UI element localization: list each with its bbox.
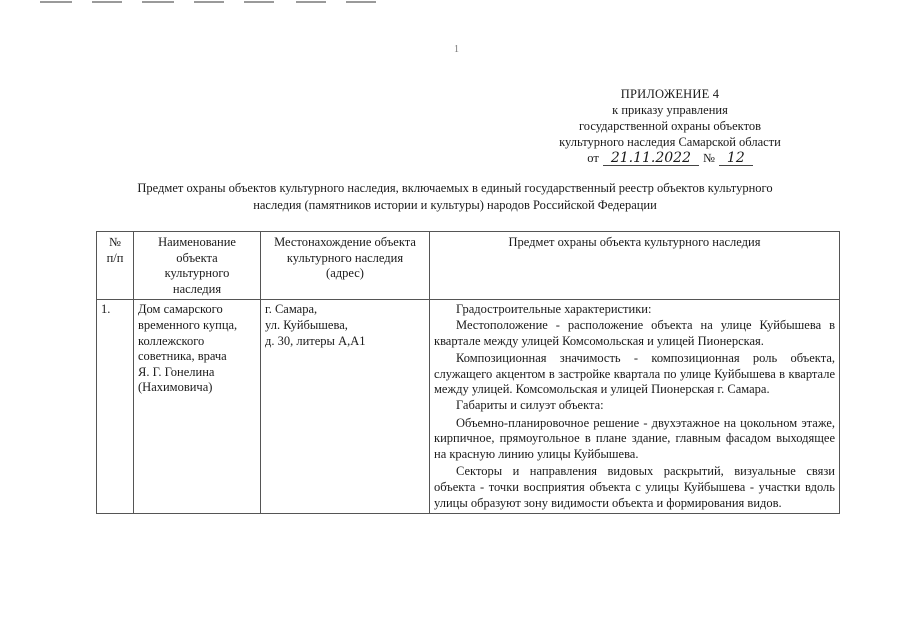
appendix-line: культурного наследия Самарской области [559,135,781,149]
heading-line: Предмет охраны объектов культурного наследия, включаемых в единый государственный реестр объектов культурного [137,181,773,195]
header-text: наследия [172,281,222,296]
location-line: г. Самара, [265,302,318,317]
scan-artifact [142,1,174,3]
header-text: Наименование [158,235,236,249]
appendix-title: ПРИЛОЖЕНИЕ 4 [620,87,720,101]
object-name-line: советника, врача [138,349,227,364]
protection-subject-cell [430,300,840,514]
scan-artifact [92,1,122,3]
header-text: № [109,235,121,249]
paragraph: Местоположение - расположение объекта на улице Куйбышева в квартале между улицей Комсомольская и улицей Пионерская. [434,317,835,348]
location-line: д. 30, литеры А,А1 [265,333,366,348]
heritage-table [96,231,840,514]
location-line: ул. Куйбышева, [265,317,348,332]
scan-artifact [244,1,274,3]
object-name-line: коллежского [138,333,205,348]
scan-artifact [194,1,224,3]
subsection-heading: Градостроительные характеристики: [456,302,652,317]
subsection-heading: Габариты и силуэт объекта: [456,397,604,412]
paragraph: Объемно-планировочное решение - двухэтажное на цокольном этаже, кирпичное, прямоугольное в плане здание, главным фасадом выходящее на красную линию улицы Куйбышева. [434,415,835,461]
date-prefix: от [587,151,599,165]
header-location [261,232,430,300]
object-name-cell [134,300,261,514]
document-heading [90,180,820,214]
handwritten-number: 12 [719,151,753,166]
header-text: п/п [106,250,124,265]
header-number [97,232,134,300]
order-date-line [520,150,820,166]
table-row [97,300,840,514]
appendix-block [520,86,820,166]
object-location-cell [261,300,430,514]
header-text: культурного [164,266,230,281]
paragraph: Секторы и направления видовых раскрытий, визуальные связи объекта - точки восприятия объекта с улицы Куйбышева - участки вдоль улицы образуют зону видимости объекта и формирования видов. [434,464,835,510]
header-text: Местонахождение объекта [274,235,416,249]
page-number: 1 [454,44,459,55]
header-text: (адрес) [326,266,364,281]
object-name-line: (Нахимовича) [138,380,213,395]
table-header-row [97,232,840,300]
scan-artifact [346,1,376,3]
object-name-line: Я. Г. Гонелина [138,364,215,379]
object-name-line: Дом самарского [138,302,223,317]
scan-artifact [296,1,326,3]
row-number: 1. [97,300,134,514]
object-name-line: временного купца, [138,317,238,332]
header-name [134,232,261,300]
header-text: культурного наследия [286,250,404,265]
header-subject: Предмет охраны объекта культурного наследия [430,232,840,300]
appendix-line: к приказу управления [612,103,728,117]
handwritten-date: 21.11.2022 [603,151,699,166]
paragraph: Композиционная значимость - композиционная роль объекта, служащего акцентом в застройке квартала по улице Куйбышева в квартале между улицей. Комсомольская и улицей Пионерская г. Самара. [434,351,835,397]
heading-line: наследия (памятников истории и культуры) народов Российской Федерации [253,198,657,212]
scan-artifact [40,1,72,3]
appendix-line: государственной охраны объектов [578,119,762,133]
header-text: объекта [176,250,218,265]
number-prefix: № [702,151,715,165]
